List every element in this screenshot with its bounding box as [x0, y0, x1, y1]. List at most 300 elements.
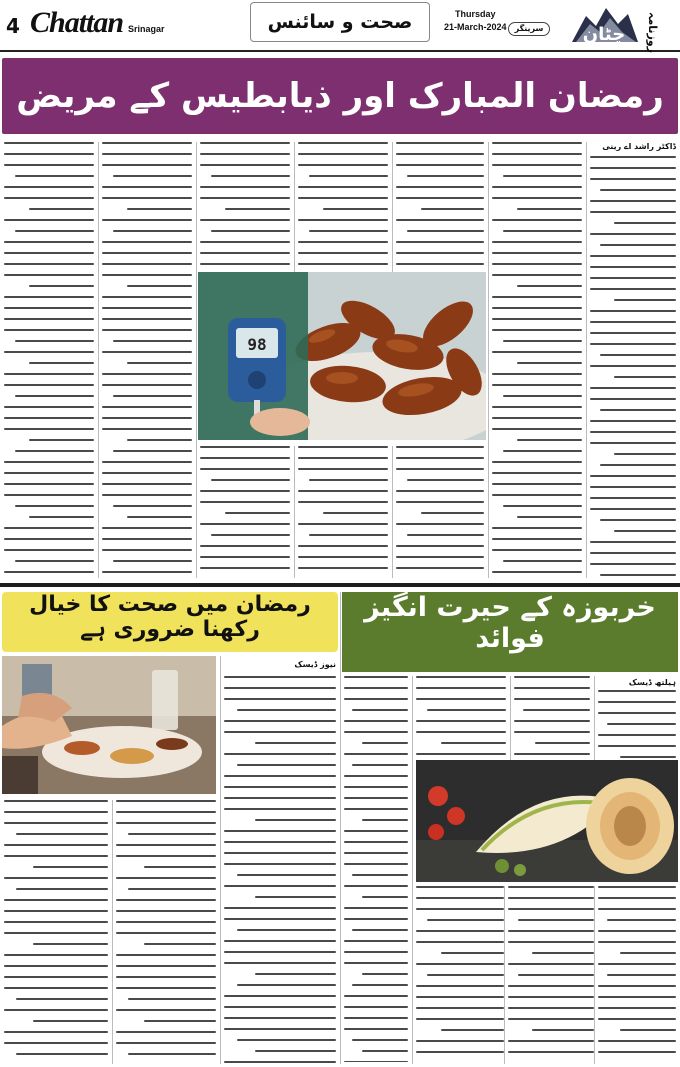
text-line	[4, 472, 94, 474]
text-line	[102, 549, 192, 551]
column-rule	[586, 142, 587, 578]
text-line	[4, 494, 94, 496]
text-line	[441, 952, 504, 954]
text-line	[598, 701, 676, 703]
issue-date	[444, 8, 507, 34]
text-line	[352, 764, 408, 766]
text-line	[492, 153, 582, 155]
column-rule	[294, 446, 295, 578]
daily-label: روزنامہ	[646, 12, 659, 54]
text-line	[590, 475, 676, 477]
text-line	[508, 886, 594, 888]
text-line	[224, 687, 336, 689]
text-line	[4, 877, 108, 879]
masthead	[0, 0, 680, 52]
text-line	[620, 952, 676, 954]
text-line	[518, 974, 594, 976]
text-line	[224, 720, 336, 722]
brand-name: Chattan	[30, 6, 124, 39]
article-column	[396, 142, 484, 268]
text-line	[200, 252, 290, 254]
text-line	[344, 830, 408, 832]
text-line	[102, 538, 192, 540]
text-line	[116, 954, 216, 956]
text-line	[416, 886, 504, 888]
text-line	[323, 512, 388, 514]
text-line	[4, 252, 94, 254]
text-line	[620, 756, 676, 758]
text-line	[503, 340, 582, 342]
issue-day: Thursday	[455, 9, 496, 19]
text-line	[4, 263, 94, 265]
section-title: صحت و سائنس	[250, 2, 430, 42]
text-line	[492, 252, 582, 254]
text-line	[517, 208, 582, 210]
text-line	[15, 450, 94, 452]
text-line	[102, 241, 192, 243]
text-line	[416, 1007, 504, 1009]
text-line	[518, 919, 594, 921]
text-line	[598, 886, 676, 888]
text-line	[514, 698, 590, 700]
text-line	[298, 252, 388, 254]
text-line	[224, 995, 336, 997]
text-line	[4, 318, 94, 320]
text-line	[590, 387, 676, 389]
text-line	[600, 354, 676, 356]
text-line	[102, 307, 192, 309]
text-line	[396, 501, 484, 503]
text-line	[15, 505, 94, 507]
text-line	[224, 830, 336, 832]
text-line	[352, 1039, 408, 1041]
text-line	[514, 731, 590, 733]
text-line	[396, 219, 484, 221]
text-line	[4, 142, 94, 144]
text-line	[4, 428, 94, 430]
text-line	[508, 1051, 594, 1053]
text-line	[492, 417, 582, 419]
text-line	[352, 874, 408, 876]
text-line	[102, 373, 192, 375]
text-line	[607, 974, 676, 976]
text-line	[102, 483, 192, 485]
text-line	[598, 1051, 676, 1053]
text-line	[224, 962, 336, 964]
text-line	[396, 153, 484, 155]
text-line	[29, 285, 94, 287]
text-line	[29, 362, 94, 364]
text-line	[416, 753, 506, 755]
text-line	[344, 863, 408, 865]
text-line	[508, 908, 594, 910]
headline-banner	[2, 58, 678, 134]
column-rule	[392, 142, 393, 272]
text-line	[590, 343, 676, 345]
text-line	[255, 973, 336, 975]
text-line	[590, 431, 676, 433]
text-line	[224, 753, 336, 755]
text-line	[102, 219, 192, 221]
text-line	[396, 523, 484, 525]
text-line	[614, 222, 676, 224]
text-line	[344, 676, 408, 678]
text-line	[102, 197, 192, 199]
melon-headline-banner	[342, 592, 678, 672]
text-line	[102, 263, 192, 265]
column-rule	[504, 886, 505, 1064]
text-line	[200, 468, 290, 470]
text-line	[224, 918, 336, 920]
text-line	[362, 819, 408, 821]
chattan-logo-icon	[566, 2, 642, 48]
text-line	[416, 1018, 504, 1020]
text-line	[113, 340, 192, 342]
text-line	[614, 299, 676, 301]
text-line	[4, 164, 94, 166]
text-line	[237, 984, 336, 986]
text-line	[224, 863, 336, 865]
text-line	[590, 563, 676, 565]
dates-glucometer-photo	[198, 272, 486, 440]
text-line	[298, 457, 388, 459]
text-line	[102, 384, 192, 386]
text-line	[4, 186, 94, 188]
text-line	[298, 446, 388, 448]
text-line	[116, 987, 216, 989]
text-line	[116, 899, 216, 901]
text-line	[492, 307, 582, 309]
text-line	[362, 973, 408, 975]
text-line	[4, 538, 94, 540]
text-line	[224, 1006, 336, 1008]
text-line	[298, 523, 388, 525]
text-line	[200, 164, 290, 166]
text-line	[598, 941, 676, 943]
text-line	[590, 167, 676, 169]
text-line	[200, 197, 290, 199]
text-line	[590, 178, 676, 180]
text-line	[492, 296, 582, 298]
text-line	[127, 208, 192, 210]
text-line	[116, 976, 216, 978]
text-line	[309, 479, 388, 481]
text-line	[416, 963, 504, 965]
text-line	[211, 175, 290, 177]
text-line	[4, 855, 108, 857]
text-line	[421, 208, 484, 210]
text-line	[200, 457, 290, 459]
text-line	[211, 534, 290, 536]
text-line	[33, 943, 108, 945]
text-line	[532, 1029, 594, 1031]
melon-column	[416, 886, 504, 1062]
text-line	[309, 534, 388, 536]
glucometer-reading: 98	[247, 335, 267, 354]
text-line	[344, 841, 408, 843]
text-line	[598, 745, 676, 747]
text-line	[508, 1018, 594, 1020]
text-line	[416, 1051, 504, 1053]
text-line	[362, 742, 408, 744]
text-line	[352, 984, 408, 986]
text-line	[598, 1007, 676, 1009]
text-line	[590, 310, 676, 312]
column-rule	[392, 446, 393, 578]
text-line	[344, 918, 408, 920]
text-line	[4, 197, 94, 199]
text-line	[116, 1042, 216, 1044]
text-line	[225, 208, 290, 210]
text-line	[298, 153, 388, 155]
text-line	[298, 219, 388, 221]
text-line	[416, 731, 506, 733]
text-line	[517, 362, 582, 364]
text-line	[200, 523, 290, 525]
column-rule	[594, 886, 595, 1064]
ramadan-health-headline: رمضان میں صحت کا خیال رکھنا ضروری ہے	[29, 592, 311, 642]
text-line	[4, 987, 108, 989]
text-line	[396, 186, 484, 188]
text-line	[607, 723, 676, 725]
article-column	[200, 142, 290, 268]
text-line	[503, 175, 582, 177]
text-line	[517, 285, 582, 287]
article-column	[396, 446, 484, 578]
text-line	[116, 855, 216, 857]
ramadan-health-byline: نیوز ڈیسک	[294, 660, 336, 669]
text-line	[590, 277, 676, 279]
text-line	[4, 483, 94, 485]
text-line	[492, 263, 582, 265]
text-line	[590, 332, 676, 334]
text-line	[503, 230, 582, 232]
text-line	[492, 549, 582, 551]
text-line	[344, 885, 408, 887]
text-line	[237, 874, 336, 876]
text-line	[590, 266, 676, 268]
text-line	[4, 932, 108, 934]
text-line	[492, 384, 582, 386]
text-line	[298, 197, 388, 199]
ramadan-health-column	[224, 676, 336, 1064]
text-line	[508, 996, 594, 998]
text-line	[102, 571, 192, 573]
text-line	[396, 241, 484, 243]
text-line	[116, 921, 216, 923]
text-line	[298, 501, 388, 503]
issue-date-value: 21-March-2024	[444, 22, 507, 32]
text-line	[128, 833, 216, 835]
text-line	[4, 910, 108, 912]
text-line	[535, 742, 590, 744]
text-line	[4, 954, 108, 956]
text-line	[590, 442, 676, 444]
text-line	[416, 985, 504, 987]
text-line	[113, 505, 192, 507]
text-line	[113, 230, 192, 232]
text-line	[344, 786, 408, 788]
text-line	[4, 571, 94, 573]
text-line	[598, 996, 676, 998]
text-line	[492, 241, 582, 243]
text-line	[600, 464, 676, 466]
text-line	[492, 274, 582, 276]
text-line	[116, 844, 216, 846]
text-line	[344, 797, 408, 799]
text-line	[4, 461, 94, 463]
text-line	[416, 897, 504, 899]
text-line	[224, 797, 336, 799]
text-line	[102, 406, 192, 408]
text-line	[4, 307, 94, 309]
article-byline: ڈاکٹر راشد اے رینی	[602, 142, 676, 151]
text-line	[113, 560, 192, 562]
article-column	[492, 142, 582, 578]
text-line	[508, 963, 594, 965]
text-line	[590, 420, 676, 422]
text-line	[298, 241, 388, 243]
text-line	[237, 709, 336, 711]
text-line	[508, 930, 594, 932]
text-line	[113, 450, 192, 452]
text-line	[514, 687, 590, 689]
text-line	[323, 208, 388, 210]
text-line	[225, 512, 290, 514]
text-line	[344, 907, 408, 909]
column-rule	[220, 656, 221, 1064]
text-line	[102, 153, 192, 155]
text-line	[508, 1040, 594, 1042]
text-line	[590, 365, 676, 367]
text-line	[598, 690, 676, 692]
article-column	[590, 156, 676, 578]
text-line	[102, 527, 192, 529]
city-pill: سرینگر	[508, 22, 550, 36]
text-line	[590, 288, 676, 290]
text-line	[344, 753, 408, 755]
melon-headline: خربوزہ کے حیرت انگیز فوائد	[364, 592, 656, 654]
text-line	[492, 318, 582, 320]
text-line	[127, 439, 192, 441]
text-line	[407, 534, 484, 536]
text-line	[116, 965, 216, 967]
text-line	[598, 908, 676, 910]
text-line	[598, 1040, 676, 1042]
text-line	[598, 930, 676, 932]
text-line	[441, 742, 506, 744]
text-line	[102, 472, 192, 474]
text-line	[200, 219, 290, 221]
text-line	[590, 156, 676, 158]
text-line	[492, 406, 582, 408]
text-line	[492, 197, 582, 199]
text-line	[200, 186, 290, 188]
text-line	[600, 574, 676, 576]
text-line	[396, 457, 484, 459]
text-line	[4, 406, 94, 408]
text-line	[416, 1040, 504, 1042]
text-line	[309, 175, 388, 177]
text-line	[416, 720, 506, 722]
melon-photo	[416, 760, 678, 882]
text-line	[29, 439, 94, 441]
iftar-photo	[2, 656, 216, 794]
text-line	[344, 1061, 408, 1062]
text-line	[16, 1053, 108, 1055]
text-line	[224, 907, 336, 909]
text-line	[607, 919, 676, 921]
text-line	[4, 329, 94, 331]
text-line	[116, 1009, 216, 1011]
text-line	[33, 866, 108, 868]
text-line	[503, 505, 582, 507]
text-line	[4, 241, 94, 243]
column-rule	[294, 142, 295, 272]
column-rule	[112, 800, 113, 1064]
text-line	[127, 516, 192, 518]
melon-column	[344, 676, 408, 1062]
text-line	[492, 461, 582, 463]
text-line	[441, 1029, 504, 1031]
text-line	[255, 819, 336, 821]
melon-column	[514, 676, 590, 758]
text-line	[211, 479, 290, 481]
text-line	[102, 351, 192, 353]
text-line	[102, 164, 192, 166]
text-line	[352, 929, 408, 931]
text-line	[237, 929, 336, 931]
text-line	[224, 1061, 336, 1063]
text-line	[600, 519, 676, 521]
melon-column	[508, 886, 594, 1062]
text-line	[298, 490, 388, 492]
text-line	[211, 230, 290, 232]
text-line	[113, 175, 192, 177]
text-line	[407, 175, 484, 177]
text-line	[128, 1053, 216, 1055]
text-line	[590, 541, 676, 543]
text-line	[514, 753, 590, 755]
text-line	[344, 720, 408, 722]
text-line	[396, 468, 484, 470]
melon-column	[416, 676, 506, 758]
text-line	[427, 919, 504, 921]
text-line	[224, 940, 336, 942]
text-line	[590, 321, 676, 323]
column-rule	[196, 142, 197, 578]
text-line	[224, 951, 336, 953]
article-column	[102, 142, 192, 578]
text-line	[298, 142, 388, 144]
text-line	[102, 296, 192, 298]
text-line	[102, 274, 192, 276]
text-line	[4, 351, 94, 353]
text-line	[16, 833, 108, 835]
text-line	[590, 486, 676, 488]
text-line	[298, 545, 388, 547]
text-line	[102, 329, 192, 331]
text-line	[144, 943, 216, 945]
text-line	[4, 965, 108, 967]
text-line	[224, 1017, 336, 1019]
text-line	[200, 446, 290, 448]
text-line	[344, 962, 408, 964]
text-line	[344, 698, 408, 700]
text-line	[4, 527, 94, 529]
text-line	[102, 428, 192, 430]
text-line	[116, 800, 216, 802]
